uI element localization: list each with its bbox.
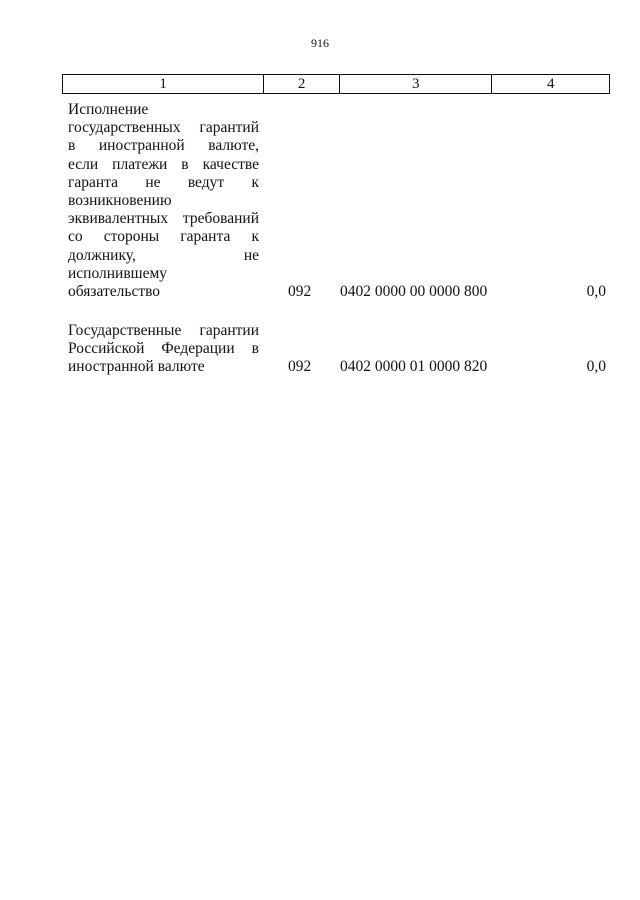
header-col-2: 2 xyxy=(264,75,340,93)
row-name-line: эквивалентных требований xyxy=(68,210,259,228)
row-name-line: Российской Федерации в xyxy=(68,340,259,358)
table-header-row xyxy=(62,74,610,94)
row-name-line: если платежи в качестве xyxy=(68,155,259,173)
budget-table xyxy=(62,74,610,376)
row-name-line: возникновению xyxy=(68,192,172,210)
row-name-line: гаранта не ведут к xyxy=(68,173,259,191)
row-amount: 0,0 xyxy=(586,283,606,300)
row-name xyxy=(68,322,259,377)
row-name xyxy=(68,101,259,301)
row-name-line: Исполнение xyxy=(68,101,149,118)
row-code: 092 xyxy=(288,283,312,300)
header-col-1: 1 xyxy=(63,75,264,93)
row-name-line: со стороны гаранта к xyxy=(68,228,259,246)
row-name-line: в иностранной валюте, xyxy=(68,137,259,155)
row-code: 092 xyxy=(288,358,312,375)
row-name-line: обязательство xyxy=(68,283,161,301)
page-number: 916 xyxy=(311,36,329,50)
row-amount: 0,0 xyxy=(586,358,606,375)
row-name-line: Государственные гарантии xyxy=(68,322,259,339)
row-kbk: 0402 0000 01 0000 820 xyxy=(340,358,488,375)
row-kbk: 0402 0000 00 0000 800 xyxy=(340,283,488,300)
row-name-line: исполнившему xyxy=(68,264,168,282)
header-col-4: 4 xyxy=(546,76,555,92)
row-name-line: иностранной валюте xyxy=(68,358,205,376)
row-name-line: государственных гарантий xyxy=(68,119,259,137)
header-col-3: 3 xyxy=(340,75,492,93)
row-name-line: должнику, не xyxy=(68,246,259,264)
